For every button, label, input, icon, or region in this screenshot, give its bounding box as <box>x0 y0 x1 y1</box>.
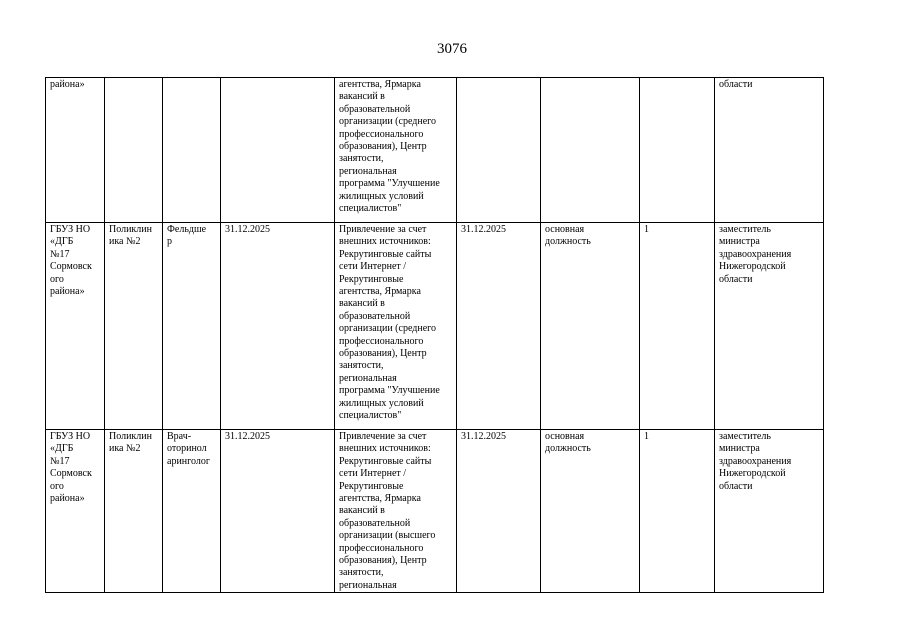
responsible-cell: области <box>715 78 824 223</box>
org-cell: ГБУЗ НО «ДГБ №17 Сормовск ого района» <box>46 223 105 430</box>
method-cell: агентства, Ярмарка вакансий в образовательной организации (среднего профессионального образования), Центр занятости, региональная программа "Улучшение жилищных условий специалистов" <box>335 78 457 223</box>
method-cell: Привлечение за счет внешних источников: Рекрутинговые сайты сети Интернет / Рекрутинговые агентства, Ярмарка вакансий в образовательной организации (среднего профессионального образования), Центр занятости, региональная программа "Улучшение жилищных условий специалистов" <box>335 223 457 430</box>
org-cell: района» <box>46 78 105 223</box>
unit-cell: Поликлин ика №2 <box>105 430 163 593</box>
date-cell <box>221 78 335 223</box>
method-cell: Привлечение за счет внешних источников: Рекрутинговые сайты сети Интернет / Рекрутинговые агентства, Ярмарка вакансий в образовательной организации (высшего профессионального образования), Центр занятости, региональная <box>335 430 457 593</box>
deadline-cell: 31.12.2025 <box>457 223 541 430</box>
table-row <box>46 223 824 430</box>
position-cell <box>163 78 221 223</box>
date-cell: 31.12.2025 <box>221 430 335 593</box>
count-cell <box>640 78 715 223</box>
count-cell: 1 <box>640 430 715 593</box>
page-number: 3076 <box>437 41 467 57</box>
unit-cell <box>105 78 163 223</box>
table-row <box>46 430 824 593</box>
employment-cell: основная должность <box>541 430 640 593</box>
org-cell: ГБУЗ НО «ДГБ №17 Сормовск ого района» <box>46 430 105 593</box>
position-cell: Врач- оторинол аринголог <box>163 430 221 593</box>
date-cell: 31.12.2025 <box>221 223 335 430</box>
unit-cell: Поликлин ика №2 <box>105 223 163 430</box>
responsible-cell: заместитель министра здравоохранения Нижегородской области <box>715 223 824 430</box>
count-cell: 1 <box>640 223 715 430</box>
document-table <box>45 77 824 593</box>
deadline-cell: 31.12.2025 <box>457 430 541 593</box>
position-cell: Фельдше р <box>163 223 221 430</box>
deadline-cell <box>457 78 541 223</box>
responsible-cell: заместитель министра здравоохранения Нижегородской области <box>715 430 824 593</box>
employment-cell <box>541 78 640 223</box>
employment-cell: основная должность <box>541 223 640 430</box>
table-row <box>46 78 824 223</box>
